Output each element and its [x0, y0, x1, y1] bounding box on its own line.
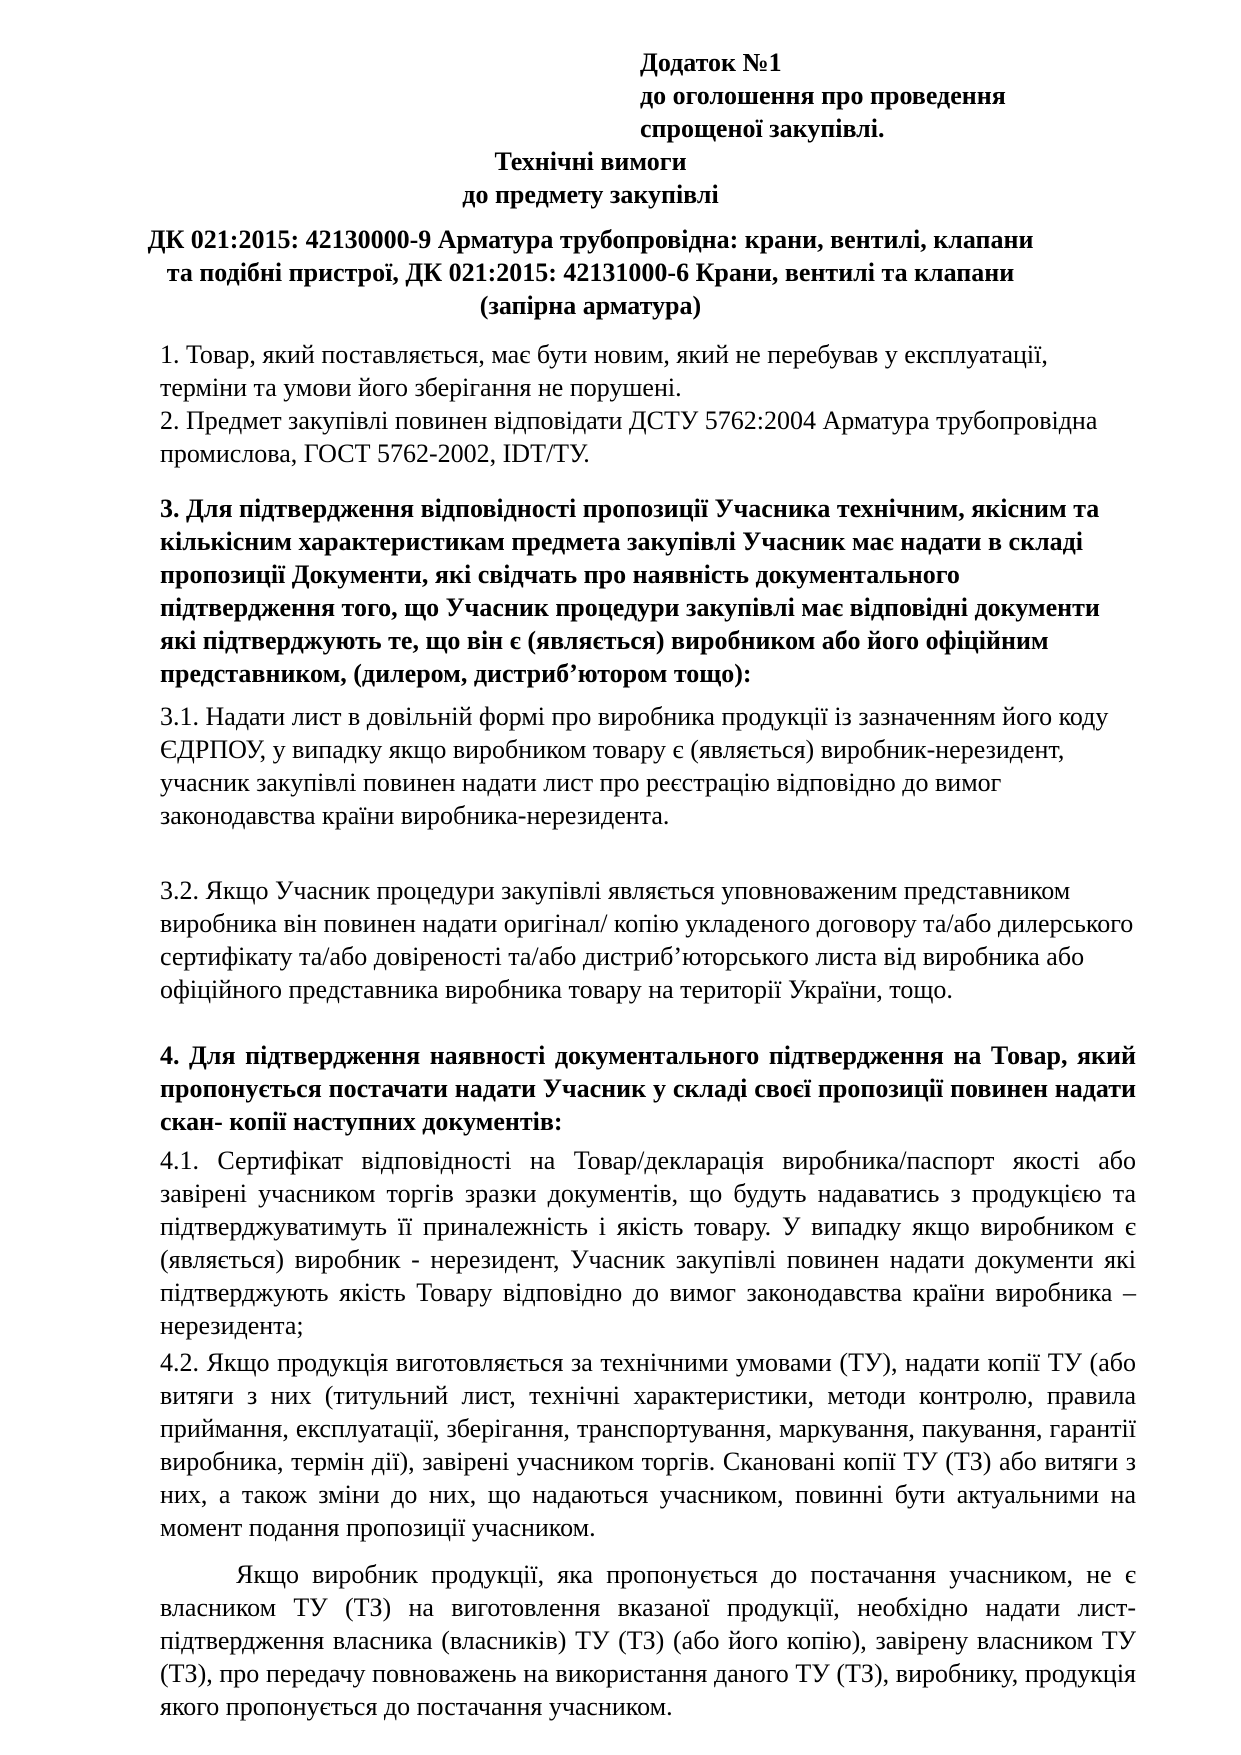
annex-line-3: спрощеної закупівлі. [640, 114, 885, 143]
annex-line-2: до оголошення про проведення [640, 81, 1006, 110]
paragraph-item-1: 1. Товар, який поставляється, має бути новим, який не перебував у експлуатації, терміни та умови його зберігання не порушені. [160, 340, 1048, 402]
annex-header [640, 46, 1136, 145]
paragraph-item-4-1: 4.1. Сертифікат відповідності на Товар/декларація виробника/паспорт якості або завірені учасником торгів зразки документів, що будуть надаватись з продукцією та підтверджуватимуть її приналежність і якість товару. У випадку якщо виробником є (являється) виробник - нерезидент, Учасник закупівлі повинен надати документи які підтверджують якість Товару відповідно до вимог законодавства країни виробника – нерезидента; [160, 1146, 1136, 1340]
paragraph-item-3-1: 3.1. Надати лист в довільній формі про виробника продукції із зазначенням його коду ЄДРПОУ, у випадку якщо виробником товару є (являється) виробник-нерезидент, учасник закупівлі повинен надати лист про реєстрацію відповідно до вимог законодавства країни виробника-нерезидента. [160, 702, 1109, 830]
section-4-heading: 4. Для підтвердження наявності документального підтвердження на Товар, який пропонується постачати надати Учасник у складі своєї пропозиції повинен надати скан- копії наступних документів: [160, 1041, 1136, 1136]
document-title [160, 145, 1021, 211]
paragraph-closing: Якщо виробник продукції, яка пропонується до постачання учасником, не є власником ТУ (ТЗ) на виготовлення вказаної продукції, необхідно надати лист-підтвердження власника (власників) ТУ (ТЗ) (або його копію), завірену власником ТУ (ТЗ), про передачу повноважень на використання даного ТУ (ТЗ), виробнику, продукція якого пропонується до постачання учасником. [160, 1560, 1136, 1721]
document-title-line-1: Технічні вимоги [494, 147, 687, 176]
section-3-heading: 3. Для підтвердження відповідності пропозиції Учасника технічним, якісним та кількісним характеристикам предмета закупівлі Учасник має надати в складі пропозиції Документи, які свідчать про наявність документального підтвердження того, що Учасник процедури закупівлі має відповідні документи які підтверджують те, що він є (являється) виробником або його офіційним представником, (дилером, дистриб’ютором тощо): [160, 494, 1100, 688]
document-title-line-2: до предмету закупівлі [462, 180, 719, 209]
paragraph-item-4-2: 4.2. Якщо продукція виготовляється за технічними умовами (ТУ), надати копії ТУ (або витяги з них (титульний лист, технічні характеристики, методи контролю, правила приймання, експлуатації, зберігання, транспортування, маркування, пакування, гарантії виробника, термін дії), завірені учасником торгів. Скановані копії ТУ (ТЗ) або витяги з них, а також зміни до них, що надаються учасником, повинні бути актуальними на момент подання пропозиції учасником. [160, 1348, 1136, 1542]
subject-heading: ДК 021:2015: 42130000-9 Арматура трубопровідна: крани, вентилі, клапани та подібні пристрої, ДК 021:2015: 42131000-6 Крани, вентилі та клапани (запірна арматура) [147, 225, 1034, 320]
paragraph-item-3-2: 3.2. Якщо Учасник процедури закупівлі являється уповноваженим представником виробника він повинен надати оригінал/ копію укладеного договору та/або дилерського сертифікату та/або довіреності та/або дистриб’юторського листа від виробника або офіційного представника виробника товару на території України, тощо. [160, 876, 1134, 1004]
paragraph-item-2: 2. Предмет закупівлі повинен відповідати ДСТУ 5762:2004 Арматура трубопровідна промислова, ГОСТ 5762-2002, IDT/ТУ. [160, 406, 1098, 468]
annex-line-1: Додаток №1 [640, 48, 782, 77]
